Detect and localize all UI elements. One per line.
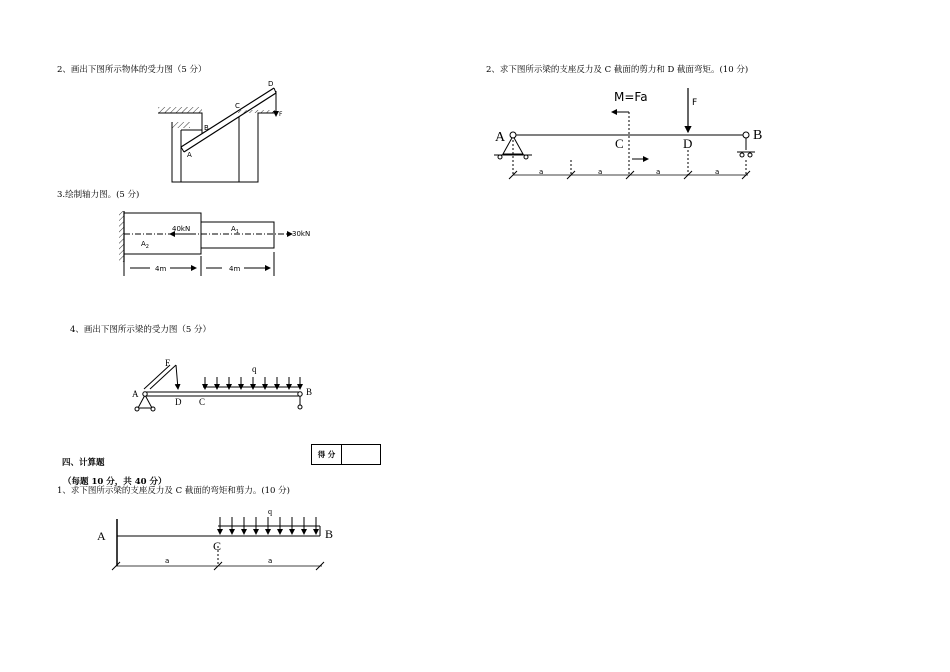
- beam4-label-a: A: [132, 389, 139, 399]
- beam2-label-c: C: [615, 136, 624, 151]
- beam2-label-a: A: [495, 130, 506, 145]
- section-subtitle: （每题 10 分，共 40 分）: [63, 477, 167, 487]
- axial-area-a2: $A_2$: [141, 240, 149, 250]
- beam2-dim-3: a: [656, 168, 661, 176]
- beam4-label-q: q: [252, 364, 257, 374]
- incline-label-d: D: [268, 80, 274, 88]
- calc-question-1: 1、求下图所示梁的支座反力及 C 截面的弯矩和剪力。(10 分): [57, 486, 290, 496]
- beam4-label-b: B: [306, 387, 313, 397]
- cantilever-dim-2: a: [268, 557, 273, 565]
- incline-label-c: C: [235, 102, 240, 110]
- beam2-dim-4: a: [715, 168, 720, 176]
- beam2-dim-2: a: [598, 168, 603, 176]
- beam2-dim-1: a: [539, 168, 544, 176]
- figure-incline-bar: [158, 88, 276, 182]
- axial-length-2: 4m: [229, 265, 241, 273]
- beam2-label-b: B: [753, 128, 763, 143]
- beam4-label-d: D: [175, 397, 182, 407]
- beam4-label-c: C: [199, 397, 206, 407]
- axial-length-1: 4m: [155, 265, 167, 273]
- cantilever-dim-1: a: [165, 557, 170, 565]
- cantilever-label-q: q: [268, 507, 272, 516]
- axial-force-40: 40kN: [172, 225, 191, 233]
- beam2-label-f: F: [692, 98, 698, 108]
- beam2-label-d: D: [683, 136, 693, 151]
- axial-force-30: 30kN: [292, 230, 311, 238]
- beam2-moment-label: M=Fa: [614, 90, 648, 104]
- cantilever-label-a: A: [97, 529, 106, 543]
- question-4-left: 4、画出下图所示梁的受力图（5 分）: [70, 325, 212, 335]
- incline-label-f: F: [279, 111, 283, 118]
- incline-label-b: B: [204, 124, 209, 132]
- cantilever-label-c: C: [213, 539, 222, 553]
- question-3-left: 3.绘制轴力图。(5 分): [57, 190, 140, 200]
- incline-label-a: A: [187, 151, 192, 159]
- calc-question-2: 2、求下图所示梁的支座反力及 C 截面的剪力和 D 截面弯矩。(10 分): [486, 65, 749, 75]
- question-2-left: 2、画出下图所示物体的受力图（5 分）: [57, 65, 207, 75]
- figure-beam-supports: [135, 365, 302, 411]
- beam4-label-f: F: [165, 358, 171, 368]
- score-label: 得 分: [312, 445, 342, 464]
- cantilever-label-b: B: [325, 527, 334, 541]
- section-title: 四、计算题: [62, 458, 105, 468]
- axial-area-a1: $A_1$: [231, 225, 239, 235]
